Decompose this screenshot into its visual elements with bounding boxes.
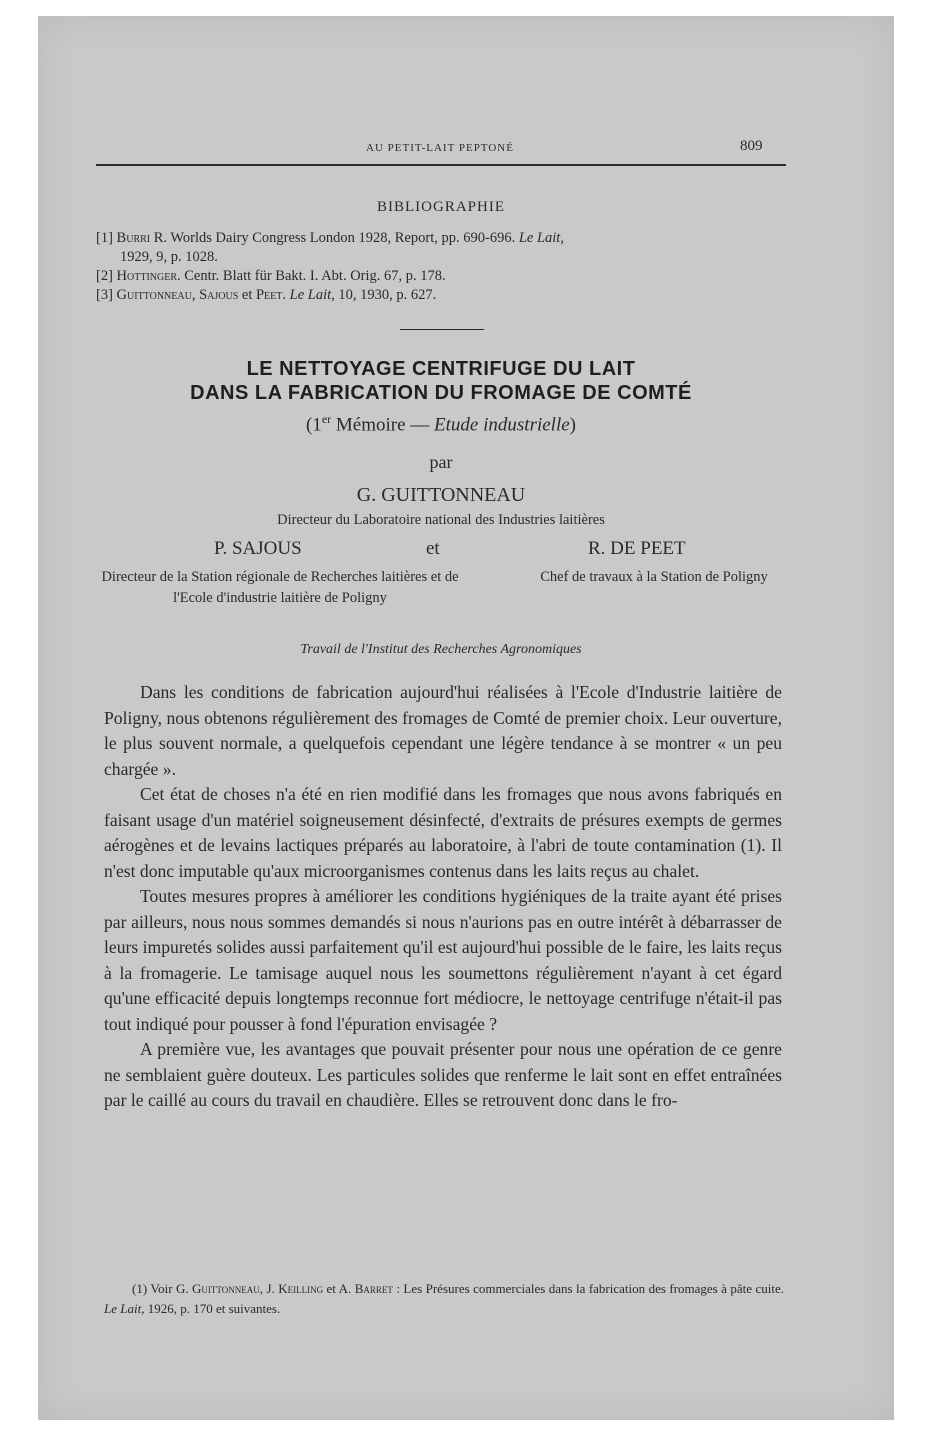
paragraph: Toutes mesures propres à améliorer les conditions hygiéniques de la traite ayant été prises par ailleurs, nous nous sommes demandés si nous n'aurions pas en outre intérêt à débarrasser de leurs impuretés solides aussi parfaitement qu'il est aujourd'hui possible de le faire, les laits reçus à la fromagerie. Le tamisage auquel nous les soumettons régulièrement n'ayant à cet égard qu'une efficacité depuis longtemps reconnue fort médiocre, le nettoyage centrifuge n'était-il pas tout indiqué pour pousser à fond l'épuration envisagée ?: [104, 886, 782, 1034]
ref-author: Hottinger: [116, 268, 178, 284]
author-guittonneau-role: Directeur du Laboratoire national des Industries laitières: [277, 512, 605, 528]
institution-line: Travail de l'Institut des Recherches Agronomiques: [300, 642, 582, 657]
author-conjunction: et: [426, 538, 440, 559]
reference-2: [2] Hottinger. Centr. Blatt für Bakt. I. Abt. Orig. 67, p. 178.: [96, 268, 446, 284]
reference-1: [1] Burri R. Worlds Dairy Congress London 1928, Report, pp. 690-696. Le Lait, 1929, 9, p. 1028.: [96, 230, 564, 265]
bibliography-heading: BIBLIOGRAPHIE: [377, 199, 505, 215]
paragraph: Dans les conditions de fabrication aujourd'hui réalisées à l'Ecole d'Industrie laitière de Poligny, nous obtenons régulièrement des fromages de Comté de premier choix. Leur ouverture, le plus souvent normale, a quelquefois cependant une légère tendance à se montrer « un peu chargée ».: [104, 682, 782, 779]
section-divider: [400, 329, 484, 330]
author-guittonneau: G. GUITTONNEAU: [356, 484, 526, 506]
running-header: AU PETIT-LAIT PEPTONÉ: [366, 142, 514, 154]
bibliography-list: [96, 229, 786, 305]
memoire-subtitle: (1er Mémoire — Etude industrielle): [305, 412, 576, 436]
article-title: LE NETTOYAGE CENTRIFUGE DU LAIT DANS LA FABRICATION DU FROMAGE DE COMTÉ: [190, 358, 692, 404]
author-sajous-role: Directeur de la Station régionale de Recherches laitières et de l'Ecole d'industrie laitière de Poligny: [101, 569, 459, 606]
article-body: [104, 680, 782, 1114]
header-rule: [96, 164, 786, 166]
by-line: par: [429, 452, 453, 472]
co-authors: [96, 538, 786, 562]
ref-author: Burri: [116, 230, 151, 246]
reference-3: [3] Guittonneau, Sajous et Peet. Le Lait, 10, 1930, p. 627.: [96, 287, 437, 303]
author-de-peet-role: Chef de travaux à la Station de Poligny: [540, 569, 768, 585]
footnote: (1) Voir G. Guittonneau, J. Keilling et A. Barret : Les Présures commerciales dans la fabrication des fromages à pâte cuite. Le Lait, 1926, p. 170 et suivantes.: [104, 1281, 784, 1316]
author-de-peet: R. DE PEET: [588, 538, 686, 559]
author-sajous: P. SAJOUS: [214, 538, 302, 559]
page-number: 809: [740, 138, 763, 154]
paragraph: A première vue, les avantages que pouvait présenter pour nous une opération de ce genre ne semblaient guère douteux. Les particules solides que renferme le lait sont en effet entraînées par le caillé au cours du travail en chaudière. Elles se retrouvent donc dans le fro-: [104, 1039, 782, 1110]
paragraph: Cet état de choses n'a été en rien modifié dans les fromages que nous avons fabriqués en faisant usage d'un matériel soigneusement désinfecté, d'extraits de présures exempts de germes aérogènes et de levains lactiques préparés au laboratoire, à l'abri de toute contamination (1). Il n'est donc imputable qu'aux microorganismes contenus dans les laits reçus au chalet.: [104, 784, 782, 881]
ref-author: Guittonneau: [116, 287, 192, 303]
